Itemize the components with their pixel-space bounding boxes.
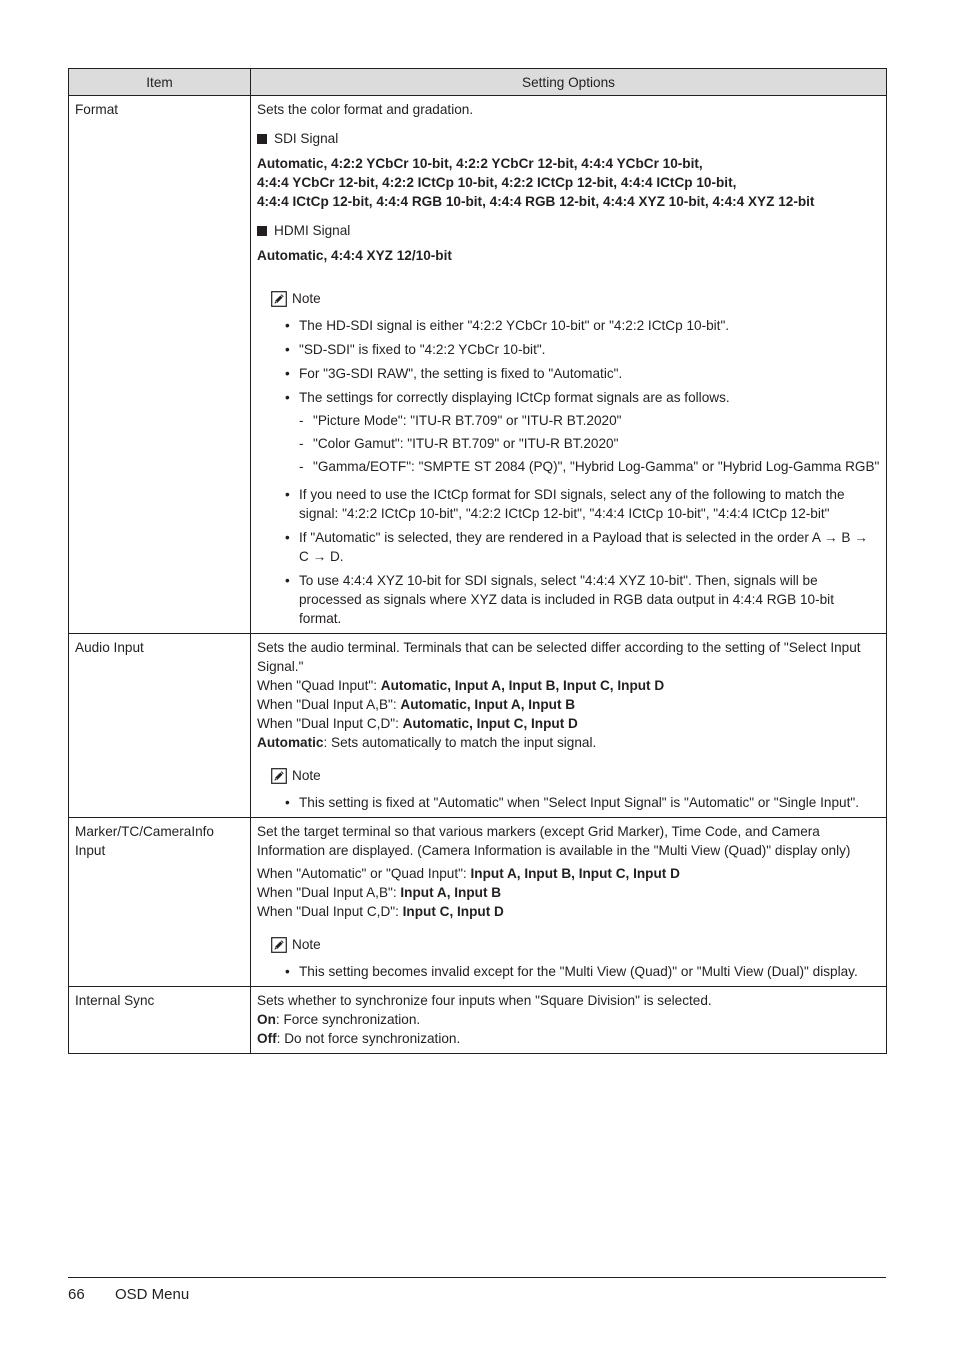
marker-line-value: Input C, Input D — [402, 904, 504, 919]
options-cell-format — [251, 96, 887, 634]
marker-line-value: Input A, Input B, Input C, Input D — [470, 866, 680, 881]
note-label: Note — [292, 937, 321, 952]
note-pencil-icon — [271, 937, 287, 953]
sync-on-desc: : Force synchronization. — [275, 1012, 421, 1027]
marker-line — [257, 902, 880, 921]
audio-line-prefix: When "Quad Input": — [257, 678, 381, 693]
sync-off-term: Off — [257, 1031, 277, 1046]
format-note-list — [271, 316, 880, 628]
note-item: • "SD-SDI" is fixed to "4:2:2 YCbCr 10-bit". — [285, 340, 880, 359]
hdmi-signal-heading — [257, 221, 880, 240]
audio-automatic-line — [257, 733, 880, 752]
square-bullet-icon — [257, 226, 267, 236]
audio-line-prefix: When "Dual Input C,D": — [257, 716, 403, 731]
table-row-format — [69, 96, 887, 634]
note-pencil-icon — [271, 291, 287, 307]
options-cell-marker-input — [251, 818, 887, 987]
table-row-internal-sync — [69, 987, 887, 1054]
sync-on-term: On — [257, 1012, 276, 1027]
note-pencil-icon — [271, 768, 287, 784]
note-item: • This setting becomes invalid except for the "Multi View (Quad)" or "Multi View (Dual)" display. — [285, 962, 880, 981]
note-heading — [271, 935, 880, 954]
table-header-row — [69, 69, 887, 96]
note-item-ictcp — [285, 388, 880, 476]
audio-line-value: Automatic, Input A, Input B, Input C, Input D — [380, 678, 665, 693]
audio-intro: Sets the audio terminal. Terminals that can be selected differ according to the setting of "Select Input Signal." — [257, 640, 861, 674]
audio-line — [257, 714, 880, 733]
options-cell-audio-input — [251, 634, 887, 818]
marker-line-prefix: When "Dual Input C,D": — [257, 904, 403, 919]
note-item: • The HD-SDI signal is either "4:2:2 YCbCr 10-bit" or "4:2:2 ICtCp 10-bit". — [285, 316, 880, 335]
audio-line-value: Automatic, Input C, Input D — [402, 716, 578, 731]
hdmi-signal-values: Automatic, 4:4:4 XYZ 12/10-bit — [257, 248, 452, 263]
format-intro: Sets the color format and gradation. — [257, 102, 474, 117]
column-header-item: Item — [69, 69, 251, 96]
marker-note — [271, 935, 880, 981]
ictcp-setting-item: - "Picture Mode": "ITU-R BT.709" or "ITU-R BT.2020" — [299, 411, 880, 430]
page-number: 66 — [68, 1286, 85, 1303]
audio-line-prefix: When "Dual Input A,B": — [257, 697, 401, 712]
sync-off-line — [257, 1029, 880, 1048]
marker-line-prefix: When "Dual Input A,B": — [257, 885, 401, 900]
sdi-value-line: 4:4:4 ICtCp 12-bit, 4:4:4 RGB 10-bit, 4:4:4 RGB 12-bit, 4:4:4 XYZ 10-bit, 4:4:4 XYZ 12-bit — [257, 194, 815, 209]
audio-note — [271, 766, 880, 812]
column-header-setting-options: Setting Options — [251, 69, 887, 96]
page-footer — [68, 1286, 189, 1303]
table-row-audio-input — [69, 634, 887, 818]
audio-note-list — [271, 793, 880, 812]
section-title: OSD Menu — [115, 1286, 190, 1303]
automatic-term: Automatic — [257, 735, 324, 750]
note-heading — [271, 766, 880, 785]
note-item: • This setting is fixed at "Automatic" when "Select Input Signal" is "Automatic" or "Single Input". — [285, 793, 880, 812]
note-item: • If "Automatic" is selected, they are rendered in a Payload that is selected in the order A → B → C → D. — [285, 528, 880, 566]
ictcp-setting-item: - "Gamma/EOTF": "SMPTE ST 2084 (PQ)", "Hybrid Log-Gamma" or "Hybrid Log-Gamma RGB" — [299, 457, 880, 476]
note-item: • For "3G-SDI RAW", the setting is fixed to "Automatic". — [285, 364, 880, 383]
marker-note-list — [271, 962, 880, 981]
item-cell-audio-input: Audio Input — [69, 634, 251, 818]
sync-off-desc: : Do not force synchronization. — [276, 1031, 461, 1046]
note-heading — [271, 289, 880, 308]
note-item-text: • The settings for correctly displaying ICtCp format signals are as follows. — [299, 390, 730, 405]
marker-intro: Set the target terminal so that various markers (except Grid Marker), Time Code, and Camera Information are displayed. (Camera Information is available in the "Multi View (Quad)" display only) — [257, 824, 851, 858]
ictcp-settings-list — [299, 411, 880, 476]
note-label: Note — [292, 291, 321, 306]
audio-line — [257, 695, 880, 714]
note-item: • To use 4:4:4 XYZ 10-bit for SDI signals, select "4:4:4 XYZ 10-bit". Then, signals will be processed as signals where XYZ data is included in RGB data output in 4:4:4 RGB 10-bit format. — [285, 571, 880, 628]
sdi-signal-heading — [257, 129, 880, 148]
sdi-value-line: 4:4:4 YCbCr 12-bit, 4:2:2 ICtCp 10-bit, 4:2:2 ICtCp 12-bit, 4:4:4 ICtCp 10-bit, — [257, 175, 737, 190]
item-cell-internal-sync: Internal Sync — [69, 987, 251, 1054]
hdmi-signal-title: HDMI Signal — [274, 223, 351, 238]
automatic-desc: : Sets automatically to match the input signal. — [323, 735, 597, 750]
options-cell-internal-sync — [251, 987, 887, 1054]
table-row-marker-input — [69, 818, 887, 987]
settings-table — [68, 68, 887, 1054]
note-label: Note — [292, 768, 321, 783]
sdi-signal-values — [257, 154, 880, 211]
marker-line-prefix: When "Automatic" or "Quad Input": — [257, 866, 471, 881]
sdi-signal-title: SDI Signal — [274, 131, 339, 146]
marker-line — [257, 883, 880, 902]
item-cell-marker-input: Marker/TC/CameraInfo Input — [69, 818, 251, 987]
marker-line-value: Input A, Input B — [400, 885, 502, 900]
ictcp-setting-item: - "Color Gamut": "ITU-R BT.709" or "ITU-R BT.2020" — [299, 434, 880, 453]
square-bullet-icon — [257, 134, 267, 144]
item-cell-format: Format — [69, 96, 251, 634]
sdi-value-line: Automatic, 4:2:2 YCbCr 10-bit, 4:2:2 YCbCr 12-bit, 4:4:4 YCbCr 10-bit, — [257, 156, 703, 171]
marker-line — [257, 864, 880, 883]
audio-line-value: Automatic, Input A, Input B — [400, 697, 576, 712]
note-item: • If you need to use the ICtCp format for SDI signals, select any of the following to match the signal: "4:2:2 ICtCp 10-bit", "4:2:2 ICtCp 12-bit", "4:4:4 ICtCp 10-bit", "4:4:4 ICtCp 12-bit" — [285, 485, 880, 523]
sync-intro: Sets whether to synchronize four inputs when "Square Division" is selected. — [257, 993, 712, 1008]
format-note — [271, 289, 880, 628]
footer-divider — [68, 1277, 886, 1278]
audio-line — [257, 676, 880, 695]
sync-on-line — [257, 1010, 880, 1029]
